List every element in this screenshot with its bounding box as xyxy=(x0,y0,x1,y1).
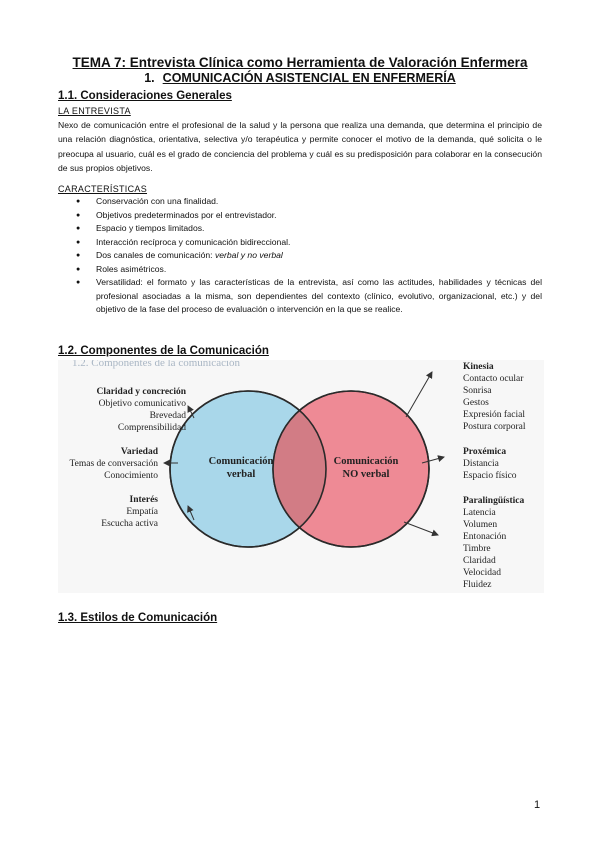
left-group-item: Escucha activa xyxy=(101,519,158,529)
section-number: 1. xyxy=(144,71,155,85)
right-group-item: Expresión facial xyxy=(463,410,525,420)
arrow-right-top xyxy=(406,372,432,417)
section-title: COMUNICACIÓN ASISTENCIAL EN ENFERMERÍA xyxy=(162,71,456,85)
verbal-label-line2: verbal xyxy=(226,469,256,480)
right-group-title: Proxémica xyxy=(463,447,507,457)
entrevista-paragraph: Nexo de comunicación entre el profesional de la salud y la persona que realiza una demanda, que determina el principio de una relación diagnóstica, orientativa, selectiva y/o terapéutica y permite conocer el motivo de la demanda, qué solicita o le preocupa al usuario, cuál es el grado de conciencia del problema y cuál es su predisposición para colaborar en la consecución de sus propios objetivos. xyxy=(58,120,542,174)
right-group-item: Espacio físico xyxy=(463,471,517,481)
left-group-item: Conocimiento xyxy=(104,471,158,481)
left-group-item: Brevedad xyxy=(149,411,186,421)
subsection-heading-1-1: 1.1. Consideraciones Generales xyxy=(58,90,232,102)
list-item: ● Objetivos predeterminados por el entrevistador. xyxy=(58,209,542,223)
subsection-heading-1-3: 1.3. Estilos de Comunicación xyxy=(58,612,218,624)
right-group-item: Contacto ocular xyxy=(463,374,524,384)
left-group-item: Empatía xyxy=(126,507,158,517)
left-group-title: Variedad xyxy=(120,447,158,457)
list-item: ● Interacción recíproca y comunicación bidireccional. xyxy=(58,236,542,250)
right-group-item: Fluidez xyxy=(463,580,492,590)
right-group-item: Timbre xyxy=(463,544,491,554)
right-group-title: Kinesia xyxy=(463,362,494,372)
left-group-item: Objetivo comunicativo xyxy=(98,399,186,409)
right-group-item: Gestos xyxy=(463,398,489,408)
page-number: 1 xyxy=(534,799,541,811)
right-group-item: Volumen xyxy=(463,520,498,530)
left-group-title: Claridad y concreción xyxy=(96,387,186,397)
diagram-faded-title: 1.2. Componentes de la comunicación xyxy=(72,360,241,369)
caracteristicas-list xyxy=(58,195,542,317)
right-group-item: Claridad xyxy=(463,556,496,566)
right-group-item: Velocidad xyxy=(463,568,501,578)
verbal-label-line1: Comunicación xyxy=(208,456,274,467)
nonverbal-label-line1: Comunicación xyxy=(333,456,399,467)
right-group-item: Sonrisa xyxy=(463,386,492,396)
list-item: ● Roles asimétricos. xyxy=(58,263,542,277)
list-item: ● Conservación con una finalidad. xyxy=(58,195,542,209)
subsection-heading-1-2: 1.2. Componentes de la Comunicación xyxy=(58,345,269,357)
list-item: ● Versatilidad: el formato y las características de la entrevista, así como las actitudes, habilidades y técnicas del profesional asociadas a la misma, son dependientes del contexto (clínico, evolutivo, organizacional, etc.) y del objetivo de la fase del proceso de evaluación o intervención en la que se realice. xyxy=(58,276,542,317)
section-heading xyxy=(0,71,600,85)
right-group-item: Entonación xyxy=(463,532,507,542)
arrow-right-bottom xyxy=(404,522,438,535)
document-title: TEMA 7: Entrevista Clínica como Herramienta de Valoración Enfermera xyxy=(72,55,528,70)
right-group-title: Paralingüística xyxy=(463,496,525,506)
list-item xyxy=(58,249,542,263)
right-group-item: Distancia xyxy=(463,459,499,469)
left-group-title: Interés xyxy=(129,495,158,505)
left-group-item: Comprensibilidad xyxy=(117,423,186,433)
left-group-item: Temas de conversación xyxy=(69,459,158,469)
entrevista-label: LA ENTREVISTA xyxy=(58,106,131,116)
caracteristicas-label: CARACTERÍSTICAS xyxy=(58,184,148,194)
right-group-item: Postura corporal xyxy=(463,422,526,432)
communication-diagram xyxy=(58,360,544,593)
diagram-svg xyxy=(58,360,544,593)
list-item: ● Espacio y tiempos limitados. xyxy=(58,222,542,236)
right-group-item: Latencia xyxy=(463,508,496,518)
nonverbal-label-line2: NO verbal xyxy=(342,469,390,480)
list-item-text: Dos canales de comunicación: xyxy=(96,250,215,260)
list-item-emphasis: verbal y no verbal xyxy=(214,250,283,260)
